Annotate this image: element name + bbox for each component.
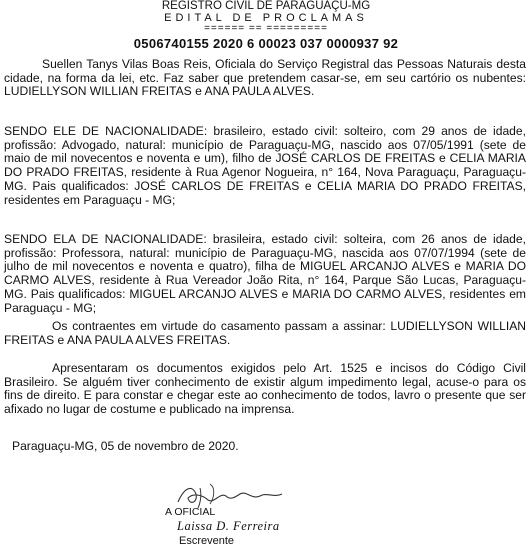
- signatory-role: Escrevente: [179, 535, 235, 547]
- signature-title: A OFICIAL: [165, 506, 216, 518]
- place-date: Paraguaçu-MG, 05 de novembro de 2020.: [12, 439, 239, 453]
- bride-paragraph: SENDO ELA DE NACIONALIDADE: brasileira, estado civil: solteira, com 26 anos de idade, profissão: Professora, natural: município de Paraguaçu-MG, nascida aos 07/07/1994 (sete de julho de mil novecentos e noventa e quatro), filha de MIGUEL ARCANJO ALVES e MARIA DO CARMO ALVES, residente à Rua Vereador João Rita, n° 164, Parque São Lucas, Paraguaçu-MG. Pais qualificados: MIGUEL ARCANJO ALVES e MARIA DO CARMO ALVES, residentes em Paraguaçu - MG;: [4, 232, 526, 315]
- closing-paragraph: Apresentaram os documentos exigidos pelo Art. 1525 e incisos do Código Civil Brasileiro. Se alguém tiver conhecimento de existir algum impedimento legal, acuse-o para os fins de direito. E para constar e chegar este ao conhecimento de todos, lavro o presente que ser afixado no lugar de costume e publicado na imprensa.: [4, 361, 526, 417]
- intro-paragraph: Suellen Tanys Vilas Boas Reis, Oficiala do Serviço Registral das Pessoas Naturais desta cidade, na forma da lei, etc. Faz saber que pretendem casar-se, em seu cartório os nubentes: LUDIELLYSON WILLIAN FREITAS e ANA PAULA ALVES.: [4, 57, 526, 99]
- document-title: EDITAL DE PROCLAMAS: [164, 12, 368, 24]
- names-after-marriage-paragraph: Os contraentes em virtude do casamento passam a assinar: LUDIELLYSON WILLIAN FREITAS e ANA PAULA ALVES FREITAS.: [4, 319, 526, 347]
- title-underline: ====== == =========: [204, 23, 328, 34]
- protocol-number: 0506740155 2020 6 00023 037 0000937 92: [133, 36, 399, 51]
- signatory-name: Laissa D. Ferreira: [177, 519, 280, 533]
- registry-name: REGISTRO CIVIL DE PARAGUAÇU-MG: [161, 0, 371, 12]
- groom-paragraph: SENDO ELE DE NACIONALIDADE: brasileiro, estado civil: solteiro, com 29 anos de idade, profissão: Advogado, natural: município de Paraguaçu-MG, nascido aos 07/05/1991 (sete de maio de mil novecentos e noventa e um), filho de JOSÉ CARLOS DE FREITAS e CELIA MARIA DO PRADO FREITAS, residente à Rua Agenor Nogueira, n° 164, Nova Paraguaçu, Paraguaçu-MG. Pais qualificados: JOSÉ CARLOS DE FREITAS e CELIA MARIA DO PRADO FREITAS, residentes em Paraguaçu - MG;: [4, 124, 526, 207]
